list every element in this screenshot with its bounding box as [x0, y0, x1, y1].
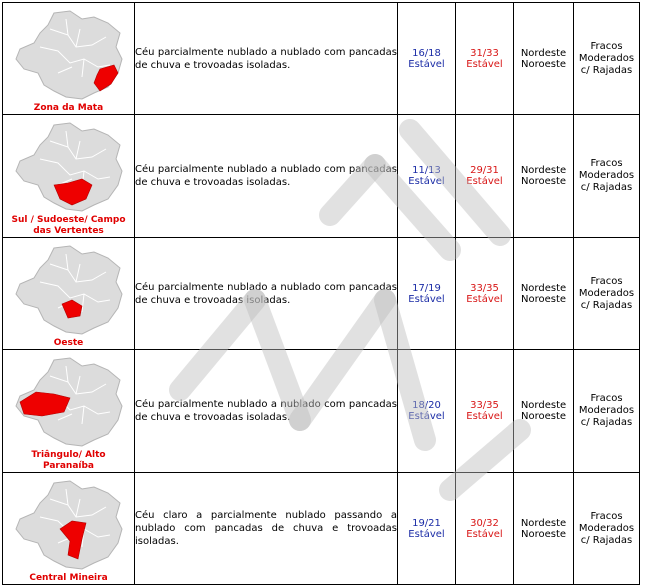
min-temperature-cell: [398, 3, 456, 115]
max-temperature-trend: Estável: [466, 528, 503, 540]
wind-direction-cell: [514, 238, 574, 350]
wind-intensity-cell: [574, 350, 640, 473]
forecast-row: [3, 3, 640, 115]
max-temperature-cell: [456, 473, 514, 585]
min-temperature: 19/21: [412, 517, 441, 529]
wind-intensity-1: Fracos: [590, 393, 623, 404]
wind-direction-cell: [514, 115, 574, 238]
forecast-row: [3, 115, 640, 238]
min-temperature: 18/20: [412, 400, 441, 411]
wind-direction-secondary: Noroeste: [520, 411, 567, 422]
max-temperature: 29/31: [470, 165, 499, 176]
forecast-table: [2, 2, 640, 585]
wind-direction-cell: [514, 3, 574, 115]
wind-intensity-3: c/ Rajadas: [580, 299, 633, 311]
wind-intensity-2: Moderados: [578, 522, 635, 534]
forecast-description: Céu parcialmente nublado a nublado com pancadas de chuva e trovoadas isoladas.: [135, 350, 398, 473]
forecast-description: Céu parcialmente nublado a nublado com pancadas de chuva e trovoadas isoladas.: [135, 115, 398, 238]
wind-direction-primary: Nordeste: [520, 517, 567, 529]
region-map-cell: [3, 115, 135, 238]
forecast-row: [3, 238, 640, 350]
max-temperature-trend: Estável: [466, 293, 503, 305]
wind-intensity-2: Moderados: [578, 52, 635, 64]
wind-direction-primary: Nordeste: [520, 47, 567, 59]
max-temperature-cell: [456, 3, 514, 115]
region-name: Zona da Mata: [33, 103, 104, 113]
wind-direction-secondary: Noroeste: [520, 176, 567, 187]
region-map-cell: [3, 473, 135, 585]
region-map-cell: [3, 350, 135, 473]
max-temperature-trend: Estável: [466, 58, 503, 70]
region-map-cell: [3, 238, 135, 350]
min-temperature-trend: Estável: [408, 176, 445, 187]
max-temperature: 33/35: [470, 282, 499, 294]
wind-intensity-1: Fracos: [590, 510, 623, 522]
forecast-row: [3, 350, 640, 473]
wind-intensity-2: Moderados: [578, 287, 635, 299]
region-name: Triângulo/ Alto Paranaíba: [31, 450, 106, 471]
min-temperature: 11/13: [412, 165, 441, 176]
max-temperature-trend: Estável: [466, 176, 503, 187]
state-map: [10, 477, 128, 573]
max-temperature-cell: [456, 115, 514, 238]
min-temperature-trend: Estável: [408, 293, 445, 305]
min-temperature-trend: Estável: [408, 528, 445, 540]
wind-intensity-1: Fracos: [590, 158, 623, 169]
wind-direction-primary: Nordeste: [520, 165, 567, 176]
state-map: [10, 7, 128, 103]
wind-intensity-3: c/ Rajadas: [580, 182, 633, 193]
forecast-description: Céu parcialmente nublado a nublado com pancadas de chuva e trovoadas isoladas.: [135, 3, 398, 115]
wind-intensity-cell: [574, 238, 640, 350]
state-map: [10, 242, 128, 338]
wind-direction-cell: [514, 473, 574, 585]
min-temperature: 16/18: [412, 47, 441, 59]
min-temperature-cell: [398, 350, 456, 473]
forecast-description: Céu claro a parcialmente nublado passando a nublado com pancadas de chuva e trovoadas isoladas.: [135, 473, 398, 585]
state-outline: [16, 246, 122, 334]
min-temperature-trend: Estável: [408, 411, 445, 422]
min-temperature-trend: Estável: [408, 58, 445, 70]
wind-intensity-1: Fracos: [590, 40, 623, 52]
state-map: [10, 354, 128, 450]
region-name: Oeste: [53, 338, 84, 348]
wind-direction-primary: Nordeste: [520, 400, 567, 411]
min-temperature-cell: [398, 473, 456, 585]
forecast-row: [3, 473, 640, 585]
max-temperature: 31/33: [470, 47, 499, 59]
region-name: Sul / Sudoeste/ Campo das Vertentes: [11, 215, 126, 236]
forecast-description: Céu parcialmente nublado a nublado com pancadas de chuva e trovoadas isoladas.: [135, 238, 398, 350]
wind-intensity-2: Moderados: [578, 405, 635, 416]
max-temperature-cell: [456, 350, 514, 473]
min-temperature: 17/19: [412, 282, 441, 294]
min-temperature-cell: [398, 238, 456, 350]
wind-intensity-1: Fracos: [590, 275, 623, 287]
wind-intensity-cell: [574, 473, 640, 585]
state-map: [10, 119, 128, 215]
wind-direction-secondary: Noroeste: [520, 528, 567, 540]
wind-intensity-cell: [574, 3, 640, 115]
wind-direction-secondary: Noroeste: [520, 293, 567, 305]
wind-direction-primary: Nordeste: [520, 282, 567, 294]
max-temperature-cell: [456, 238, 514, 350]
wind-intensity-3: c/ Rajadas: [580, 417, 633, 428]
max-temperature: 30/32: [470, 517, 499, 529]
wind-direction-cell: [514, 350, 574, 473]
wind-intensity-3: c/ Rajadas: [580, 64, 633, 76]
region-map-cell: [3, 3, 135, 115]
wind-intensity-3: c/ Rajadas: [580, 534, 633, 546]
wind-intensity-cell: [574, 115, 640, 238]
wind-intensity-2: Moderados: [578, 170, 635, 181]
min-temperature-cell: [398, 115, 456, 238]
region-name: Central Mineira: [29, 573, 108, 583]
wind-direction-secondary: Noroeste: [520, 58, 567, 70]
max-temperature-trend: Estável: [466, 411, 503, 422]
max-temperature: 33/35: [470, 400, 499, 411]
